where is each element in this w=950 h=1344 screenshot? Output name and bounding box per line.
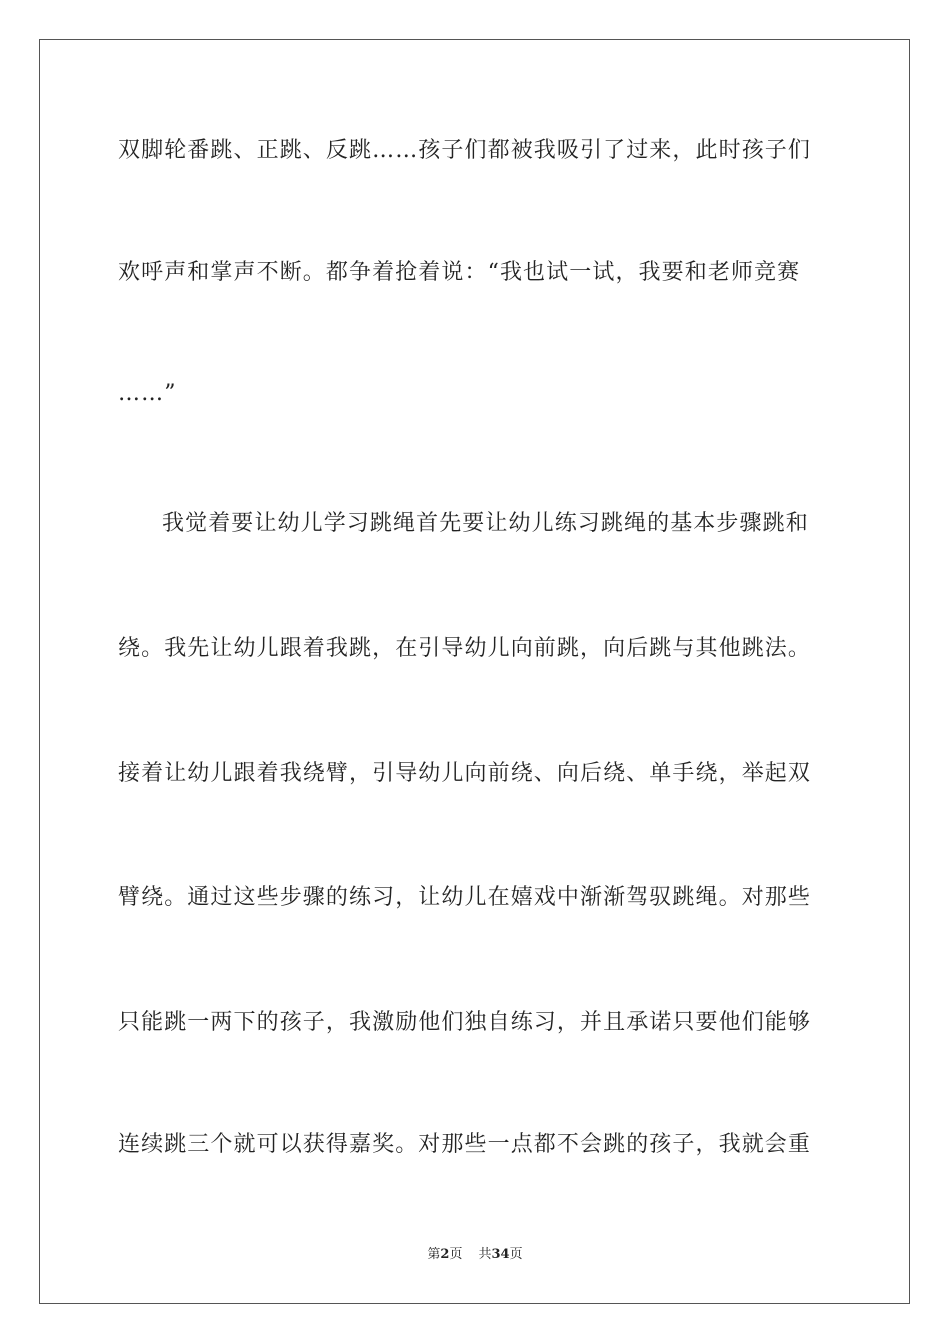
page-suffix: 页 (449, 1247, 463, 1262)
total-suffix: 页 (509, 1247, 523, 1262)
total-pages: 34 (491, 1247, 510, 1262)
page-number: 2 (440, 1247, 450, 1262)
body-line-5: 绕。我先让幼儿跟着我跳，在引导幼儿向前跳，向后跳与其他跳法。 (118, 636, 812, 661)
body-line-7: 臂绕。通过这些步骤的练习，让幼儿在嬉戏中渐渐驾驭跳绳。对那些 (118, 885, 812, 910)
page-border (39, 39, 910, 1304)
body-line-6: 接着让幼儿跟着我绕臂，引导幼儿向前绕、向后绕、单手绕，举起双 (118, 761, 812, 786)
body-line-8: 只能跳一两下的孩子，我激励他们独自练习，并且承诺只要他们能够 (118, 1010, 812, 1035)
body-line-1: 双脚轮番跳、正跳、反跳……孩子们都被我吸引了过来，此时孩子们 (118, 138, 812, 163)
body-line-2: 欢呼声和掌声不断。都争着抢着说：“我也试一试，我要和老师竞赛 (118, 260, 801, 285)
body-line-4: 我觉着要让幼儿学习跳绳首先要让幼儿练习跳绳的基本步骤跳和 (162, 511, 809, 536)
body-line-3: ……” (118, 381, 177, 406)
page-footer (0, 1246, 950, 1264)
page-prefix: 第 (427, 1247, 441, 1262)
total-prefix: 共 (478, 1247, 492, 1262)
body-line-9: 连续跳三个就可以获得嘉奖。对那些一点都不会跳的孩子，我就会重 (118, 1132, 812, 1157)
